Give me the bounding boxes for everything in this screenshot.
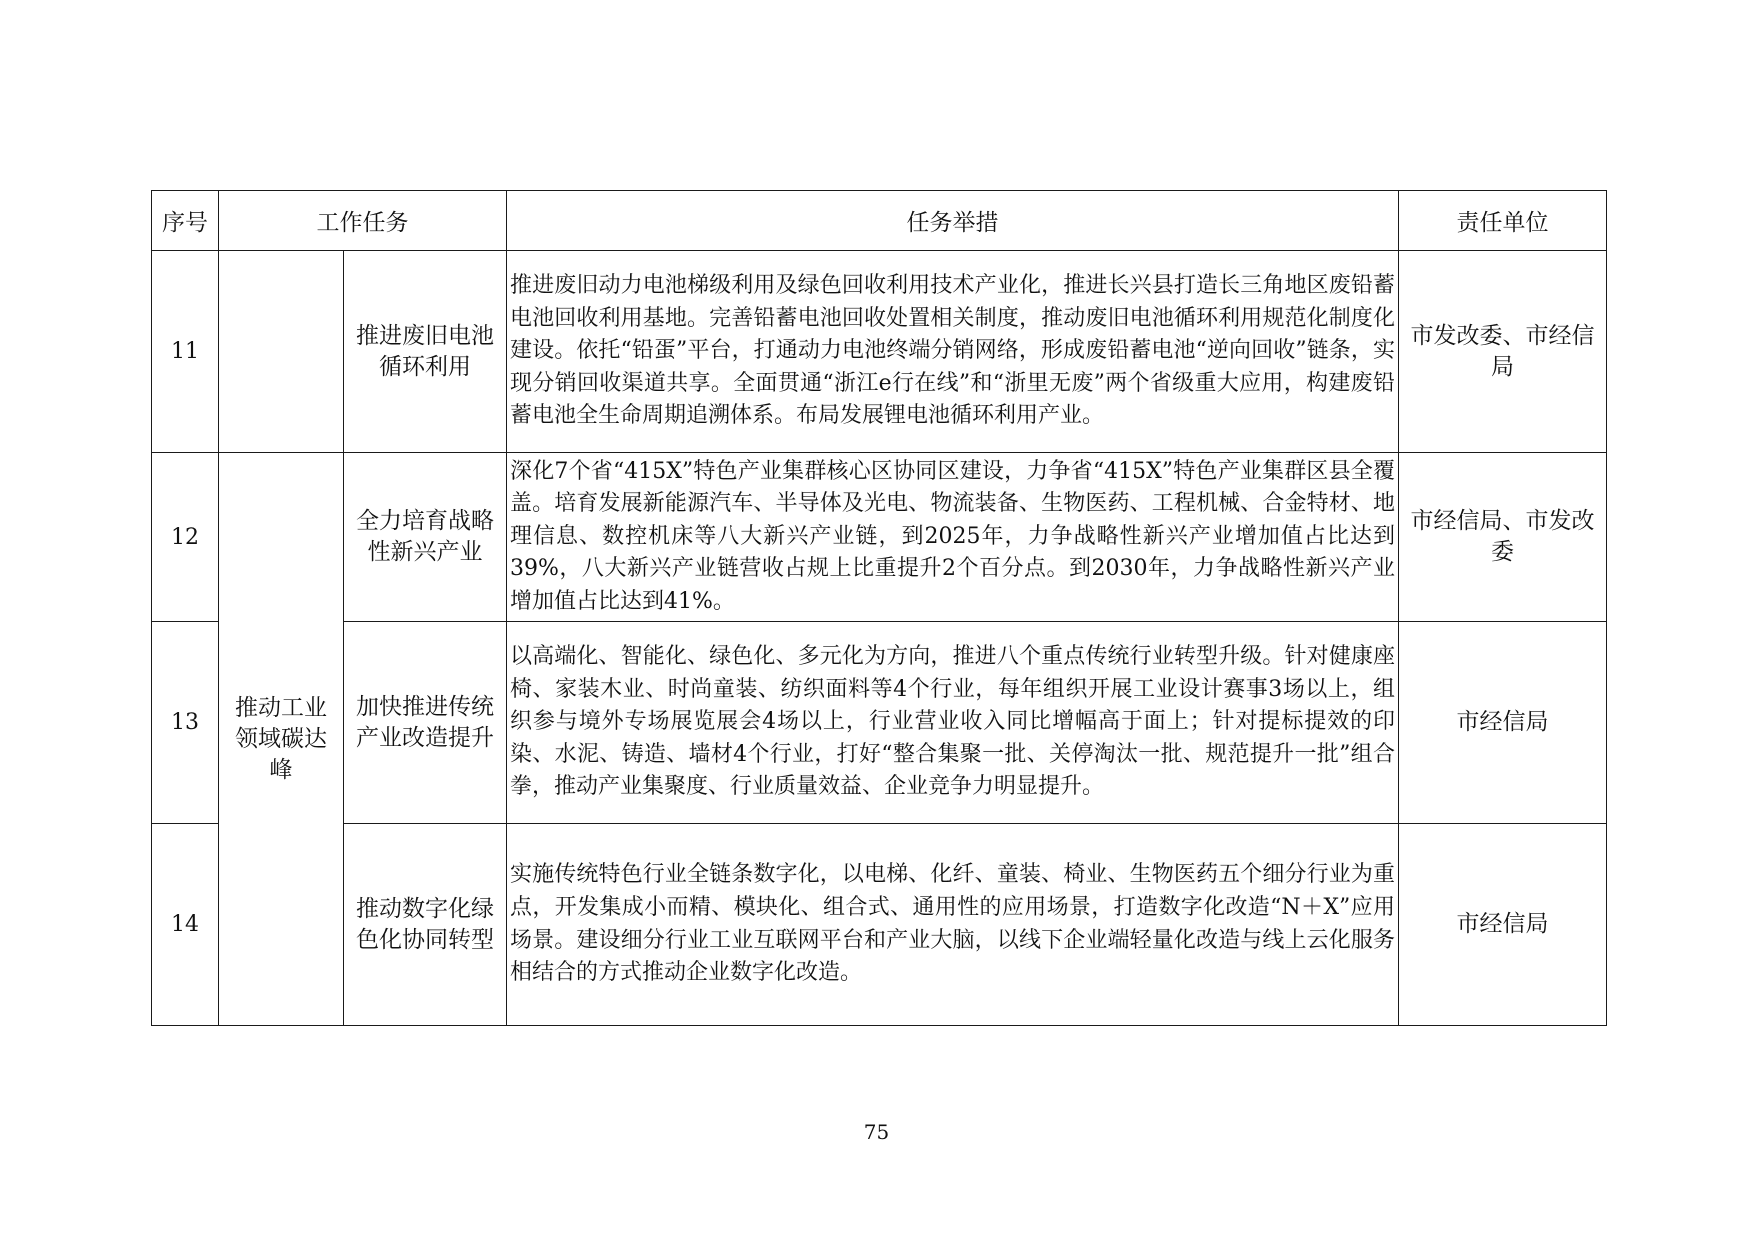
row-number: 11 [152, 251, 219, 453]
header-num: 序号 [152, 191, 219, 251]
category-cell: 推动工业领域碳达峰 [219, 453, 344, 1026]
unit-cell: 市经信局 [1399, 824, 1607, 1026]
row-number: 14 [152, 824, 219, 1026]
header-measure: 任务举措 [507, 191, 1399, 251]
unit-cell: 市经信局 [1399, 622, 1607, 824]
table-row [152, 824, 1607, 1026]
category-cell-empty [219, 251, 344, 453]
table-header-row [152, 191, 1607, 251]
measure-cell: 推进废旧动力电池梯级利用及绿色回收利用技术产业化，推进长兴县打造长三角地区废铅蓄电池回收利用基地。完善铅蓄电池回收处置相关制度，推动废旧电池循环利用规范化制度化建设。依托“铅蛋”平台，打通动力电池终端分销网络，形成废铅蓄电池“逆向回收”链条，实现分销回收渠道共享。全面贯通“浙江e行在线”和“浙里无废”两个省级重大应用，构建废铅蓄电池全生命周期追溯体系。布局发展锂电池循环利用产业。 [507, 251, 1399, 453]
header-unit: 责任单位 [1399, 191, 1607, 251]
measure-cell: 以高端化、智能化、绿色化、多元化为方向，推进八个重点传统行业转型升级。针对健康座椅、家装木业、时尚童装、纺织面料等4个行业，每年组织开展工业设计赛事3场以上，组织参与境外专场展览展会4场以上，行业营业收入同比增幅高于面上；针对提标提效的印染、水泥、铸造、墙材4个行业，打好“整合集聚一批、关停淘汰一批、规范提升一批”组合拳，推动产业集聚度、行业质量效益、企业竞争力明显提升。 [507, 622, 1399, 824]
row-number: 12 [152, 453, 219, 622]
table-row [152, 251, 1607, 453]
task-cell: 加快推进传统产业改造提升 [344, 622, 507, 824]
task-table [151, 190, 1607, 1026]
task-cell: 全力培育战略性新兴产业 [344, 453, 507, 622]
unit-cell: 市经信局、市发改委 [1399, 453, 1607, 622]
table-row [152, 622, 1607, 824]
task-cell: 推进废旧电池循环利用 [344, 251, 507, 453]
header-task: 工作任务 [219, 191, 507, 251]
unit-cell: 市发改委、市经信局 [1399, 251, 1607, 453]
measure-cell: 深化7个省“415X”特色产业集群核心区协同区建设，力争省“415X”特色产业集群区县全覆盖。培育发展新能源汽车、半导体及光电、物流装备、生物医药、工程机械、合金特材、地理信息、数控机床等八大新兴产业链，到2025年，力争战略性新兴产业增加值占比达到39%，八大新兴产业链营收占规上比重提升2个百分点。到2030年，力争战略性新兴产业增加值占比达到41%。 [507, 453, 1399, 622]
task-cell: 推动数字化绿色化协同转型 [344, 824, 507, 1026]
measure-cell: 实施传统特色行业全链条数字化，以电梯、化纤、童装、椅业、生物医药五个细分行业为重点，开发集成小而精、模块化、组合式、通用性的应用场景，打造数字化改造“N＋X”应用场景。建设细分行业工业互联网平台和产业大脑，以线下企业端轻量化改造与线上云化服务相结合的方式推动企业数字化改造。 [507, 824, 1399, 1026]
table-row [152, 453, 1607, 622]
page-number: 75 [863, 1120, 890, 1144]
row-number: 13 [152, 622, 219, 824]
